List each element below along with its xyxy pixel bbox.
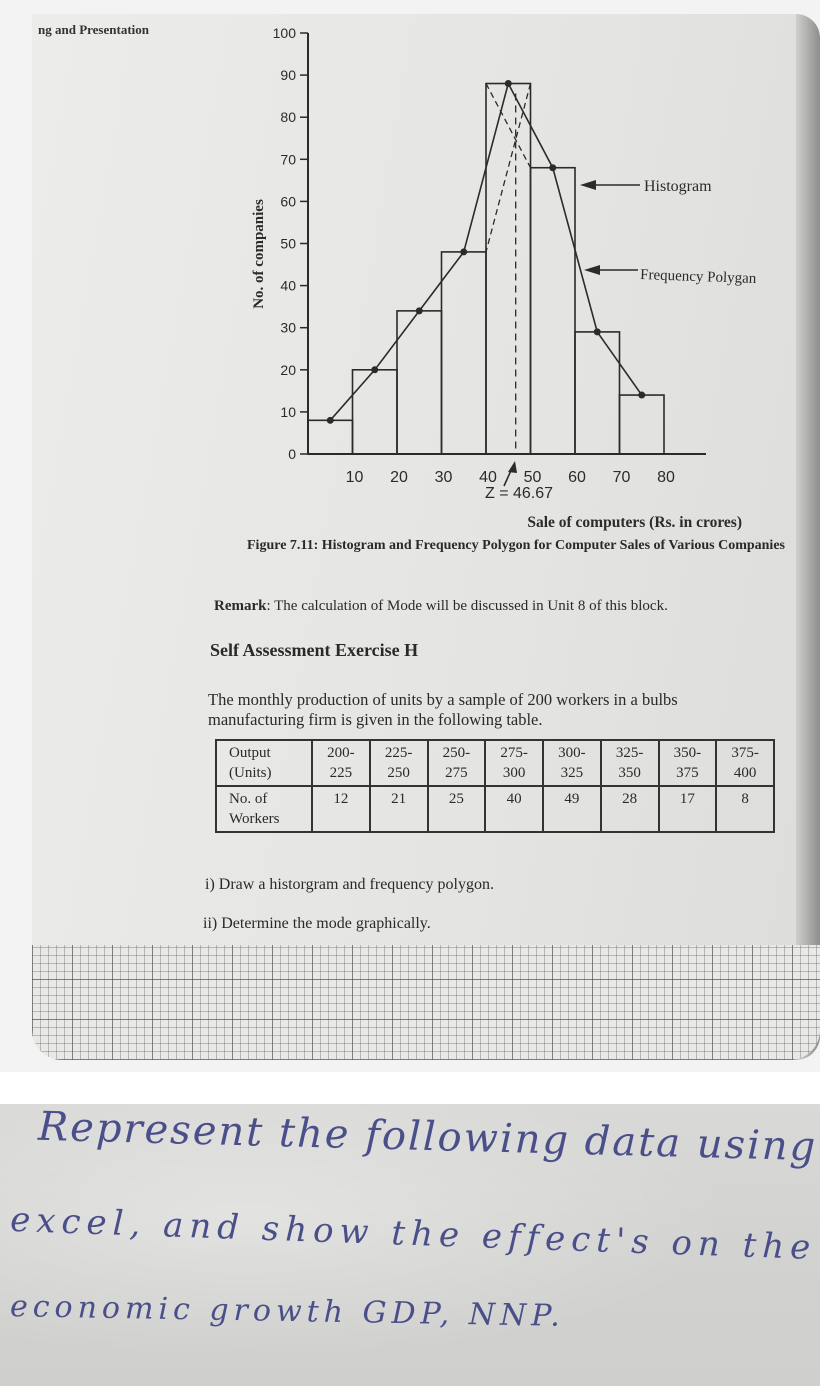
histogram-label: Histogram: [644, 178, 712, 195]
question-2: ii) Determine the mode graphically.: [203, 915, 431, 932]
table-cell-class: 200- 225: [312, 740, 370, 786]
histogram-bars: [308, 84, 664, 454]
polygon-point: [371, 366, 378, 373]
table-cell-count: 40: [485, 786, 543, 832]
exercise-title: Self Assessment Exercise H: [210, 640, 419, 660]
x-tick-label: 30: [434, 469, 453, 486]
mode-diagonal-line: [486, 84, 531, 168]
histogram-bar: [575, 332, 620, 454]
x-tick-label: 40: [479, 469, 497, 486]
handwritten-line-3: economic growth GDP, NNP.: [9, 1289, 566, 1334]
y-tick-label: 0: [288, 446, 296, 462]
polygon-point: [416, 307, 423, 314]
table-cell-count: 17: [659, 786, 717, 832]
polygon-point: [549, 164, 556, 171]
x-axis-label: Sale of computers (Rs. in crores): [527, 514, 742, 531]
histogram-chart: [0, 0, 820, 540]
y-tick-label: 90: [280, 67, 296, 84]
exercise-text: The monthly production of units by a sample of 200 workers in a bulbs manufacturing firm is given in the following table.: [208, 690, 678, 729]
polygon-point: [460, 248, 467, 255]
mode-arrow-head: [508, 461, 517, 473]
remark-text: : The calculation of Mode will be discussed in Unit 8 of this block.: [266, 598, 668, 614]
y-tick-label: 40: [280, 277, 296, 294]
table-cell-workers-label: No. of Workers: [216, 786, 312, 832]
table-cell-count: 25: [428, 786, 486, 832]
table-cell-output-label: Output (Units): [216, 740, 312, 786]
x-tick-label: 10: [345, 469, 364, 486]
polygon-point: [594, 328, 601, 335]
handwritten-line-1: Represent the following data using: [37, 1104, 818, 1171]
y-tick-label: 30: [280, 319, 296, 336]
table-row-workers: [216, 786, 774, 832]
table-cell-class: 325- 350: [601, 740, 659, 786]
question-1: i) Draw a historgram and frequency polygon.: [205, 876, 494, 893]
table-cell-class: 375- 400: [716, 740, 774, 786]
histogram-bar: [620, 395, 665, 454]
x-tick-label: 60: [568, 469, 586, 486]
polygon-point: [505, 80, 512, 87]
table-cell-class: 225- 250: [370, 740, 428, 786]
histogram-bar: [353, 370, 398, 454]
y-axis-ticks: [273, 25, 308, 462]
table-cell-count: 28: [601, 786, 659, 832]
histogram-bar: [442, 252, 487, 454]
histogram-arrow-head: [580, 180, 596, 190]
table-cell-class: 300- 325: [543, 740, 601, 786]
data-table: [215, 739, 775, 833]
table-cell-class: 275- 300: [485, 740, 543, 786]
x-tick-label: 70: [612, 469, 631, 486]
graph-paper: [32, 945, 820, 1060]
y-tick-label: 50: [280, 235, 296, 252]
handwritten-note-photo: [0, 1104, 820, 1386]
x-tick-label: 50: [523, 469, 542, 486]
chart-labels: [251, 178, 757, 531]
y-tick-label: 10: [280, 403, 296, 420]
histogram-bar: [531, 168, 576, 454]
polygon-point: [638, 392, 645, 399]
polygon-point: [327, 417, 334, 424]
histogram-bar: [308, 420, 353, 454]
y-tick-label: 70: [280, 151, 296, 168]
mode-label: Z = 46.67: [484, 485, 554, 502]
table-cell-class: 350- 375: [659, 740, 717, 786]
figure-caption: Figure 7.11: Histogram and Frequency Polygon for Computer Sales of Various Companies: [247, 538, 785, 553]
y-tick-label: 100: [272, 25, 296, 41]
remark: [214, 598, 668, 615]
table-cell-class: 250- 275: [428, 740, 486, 786]
table-cell-count: 49: [543, 786, 601, 832]
mode-diagonal-line: [486, 84, 531, 252]
remark-label: Remark: [214, 598, 267, 614]
polygon-label: Frequency Polygan: [639, 267, 757, 288]
handwritten-line-2: excel, and show the effect's on the: [9, 1199, 817, 1269]
polygon-arrow-head: [584, 265, 600, 275]
table-cell-count: 21: [370, 786, 428, 832]
y-tick-label: 80: [280, 109, 296, 126]
y-tick-label: 20: [280, 361, 296, 378]
mode-construction-lines: [486, 84, 531, 454]
y-axis-label: No. of companies: [251, 199, 267, 309]
running-head: ng and Presentation: [38, 22, 149, 37]
x-tick-label: 80: [657, 469, 675, 486]
table-row-output: [216, 740, 774, 786]
histogram-bar: [486, 84, 531, 454]
y-tick-label: 60: [280, 193, 296, 210]
x-tick-label: 20: [390, 469, 408, 486]
table-cell-count: 8: [716, 786, 774, 832]
table-cell-count: 12: [312, 786, 370, 832]
chart-axes: [308, 33, 706, 454]
